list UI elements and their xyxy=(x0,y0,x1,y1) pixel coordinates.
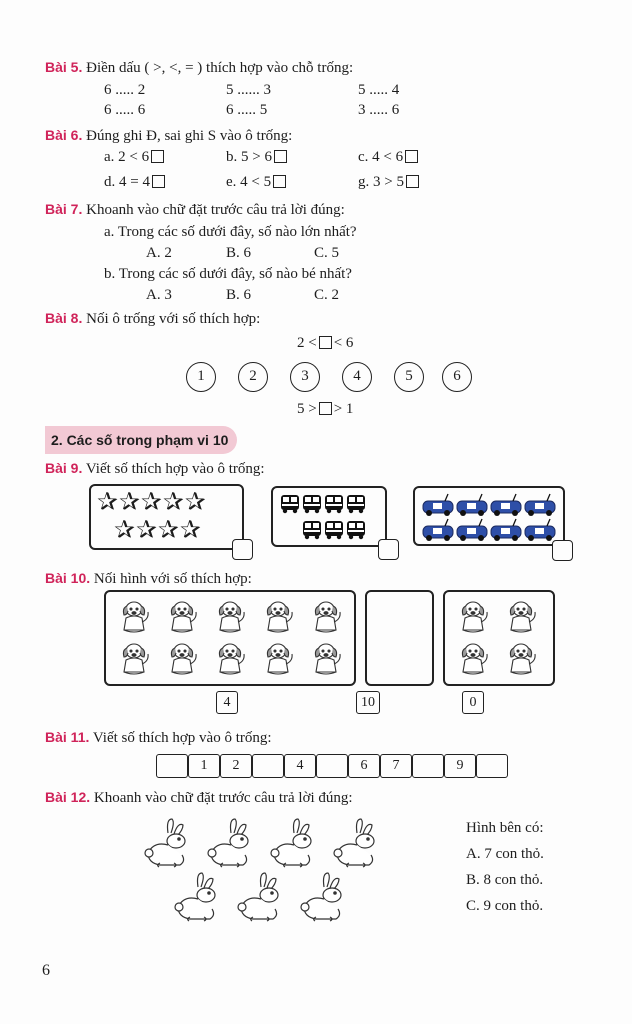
truefalse-text: e. 4 < 5 xyxy=(226,174,272,190)
sequence-cell[interactable]: 9 xyxy=(444,754,476,778)
exercise-10-heading xyxy=(45,570,252,588)
number-circle[interactable]: 3 xyxy=(290,362,320,392)
dog-icon xyxy=(219,602,244,632)
rabbit-prompt: Hình bên có: xyxy=(466,820,544,836)
star-row: ✰✰✰✰✰ xyxy=(97,487,207,516)
dogs-frame-large[interactable] xyxy=(104,590,356,686)
number-sequence xyxy=(156,754,508,778)
truefalse-item xyxy=(358,174,419,191)
question-b: b. Trong các số dưới đây, số nào bé nhất? xyxy=(104,266,352,282)
exercise-11-instruction: Viết số thích hợp vào ô trống: xyxy=(92,730,272,746)
number-circle[interactable]: 5 xyxy=(394,362,424,392)
exercise-10-label: Bài 10. xyxy=(45,570,91,586)
answer-box[interactable] xyxy=(152,175,165,188)
truefalse-text: a. 2 < 6 xyxy=(104,149,150,165)
truefalse-item xyxy=(104,174,165,191)
compare-item[interactable]: 6 ..... 2 xyxy=(104,82,146,98)
choice-option[interactable]: B. 8 con thỏ. xyxy=(466,872,544,888)
vehicle-icon xyxy=(423,519,453,541)
choice-option[interactable]: C. 5 xyxy=(314,245,340,261)
bus-icons xyxy=(273,488,389,549)
empty-frame[interactable] xyxy=(365,590,434,686)
inequality-left: 2 < xyxy=(297,335,317,351)
compare-item[interactable]: 5 ..... 4 xyxy=(358,82,400,98)
bus-icon xyxy=(325,521,343,539)
answer-box[interactable] xyxy=(406,175,419,188)
dog-icon xyxy=(510,644,535,674)
rabbit-icon xyxy=(238,873,278,921)
compare-item[interactable]: 6 ..... 6 xyxy=(104,102,146,118)
vehicle-icon xyxy=(423,494,453,516)
inequality-blank[interactable] xyxy=(319,336,332,349)
exercise-9-label: Bài 9. xyxy=(45,460,83,476)
choice-option[interactable]: B. 6 xyxy=(226,287,252,303)
rabbit-icons xyxy=(140,815,440,935)
dog-icon xyxy=(123,602,148,632)
dogs-frame-small[interactable] xyxy=(443,590,555,686)
star-row: ✰✰✰✰ xyxy=(114,515,202,544)
choice-option[interactable]: A. 7 con thỏ. xyxy=(466,846,544,862)
number-circle[interactable]: 2 xyxy=(238,362,268,392)
exercise-7-instruction: Khoanh vào chữ đặt trước câu trả lời đúng: xyxy=(86,202,345,218)
number-box[interactable]: 0 xyxy=(462,691,484,714)
inequality-right: > 1 xyxy=(333,401,354,417)
dog-icon xyxy=(171,644,196,674)
number-circle[interactable]: 6 xyxy=(442,362,472,392)
sequence-cell[interactable] xyxy=(316,754,348,778)
rabbit-icon xyxy=(175,873,215,921)
vehicle-icon xyxy=(457,494,487,516)
dog-icon xyxy=(219,644,244,674)
stars-frame xyxy=(89,484,244,550)
rabbit-icon xyxy=(145,819,185,867)
inequality-left: 5 > xyxy=(297,401,317,417)
dog-icon xyxy=(462,602,487,632)
sequence-cell[interactable]: 2 xyxy=(220,754,252,778)
exercise-12-instruction: Khoanh vào chữ đặt trước câu trả lời đúng: xyxy=(93,790,353,806)
question-a: a. Trong các số dưới đây, số nào lớn nhất? xyxy=(104,224,357,240)
count-answer-box[interactable] xyxy=(232,539,253,560)
sequence-cell[interactable]: 6 xyxy=(348,754,380,778)
dog-icon xyxy=(123,644,148,674)
vehicle-icon xyxy=(525,494,555,516)
vehicle-icon xyxy=(525,519,555,541)
exercise-6-label: Bài 6. xyxy=(45,127,83,143)
dog-icons xyxy=(106,592,358,688)
bus-icon xyxy=(281,495,299,513)
exercise-10-instruction: Nối hình với số thích hợp: xyxy=(93,571,252,587)
number-box[interactable]: 10 xyxy=(356,691,380,714)
exercise-12-label: Bài 12. xyxy=(45,789,91,805)
choice-option[interactable]: A. 3 xyxy=(146,287,172,303)
dog-icon xyxy=(171,602,196,632)
compare-item[interactable]: 5 ...... 3 xyxy=(226,82,271,98)
rabbit-icon xyxy=(271,819,311,867)
truefalse-text: d. 4 = 4 xyxy=(104,174,150,190)
exercise-11-label: Bài 11. xyxy=(45,729,90,745)
sequence-cell[interactable]: 7 xyxy=(380,754,412,778)
choice-option[interactable]: C. 2 xyxy=(314,287,340,303)
number-box[interactable]: 4 xyxy=(216,691,238,714)
truefalse-text: b. 5 > 6 xyxy=(226,149,272,165)
vehicle-icon xyxy=(491,494,521,516)
bus-icon xyxy=(347,521,365,539)
truefalse-item xyxy=(104,149,164,166)
count-answer-box[interactable] xyxy=(378,539,399,560)
exercise-11-heading xyxy=(45,729,272,747)
sequence-cell[interactable]: 1 xyxy=(188,754,220,778)
inequality-right: < 6 xyxy=(333,335,354,351)
bus-icon xyxy=(303,495,321,513)
exercise-6-instruction: Đúng ghi Đ, sai ghi S vào ô trống: xyxy=(86,128,293,144)
count-answer-box[interactable] xyxy=(552,540,573,561)
exercise-5-heading xyxy=(45,59,353,77)
choice-option[interactable]: C. 9 con thỏ. xyxy=(466,898,544,914)
rabbit-icon xyxy=(208,819,248,867)
sequence-cell[interactable] xyxy=(476,754,508,778)
dog-icon xyxy=(267,644,292,674)
inequality-top xyxy=(297,335,353,352)
dog-icon xyxy=(315,644,340,674)
number-circle[interactable]: 4 xyxy=(342,362,372,392)
sequence-cell[interactable] xyxy=(412,754,444,778)
truefalse-item xyxy=(226,174,286,191)
exercise-8-instruction: Nối ô trống với số thích hợp: xyxy=(86,311,261,327)
dog-icon xyxy=(315,602,340,632)
dog-icon xyxy=(462,644,487,674)
answer-box[interactable] xyxy=(274,150,287,163)
rabbit-icon xyxy=(301,873,341,921)
answer-box[interactable] xyxy=(405,150,418,163)
exercise-5-instruction: Điền dấu ( >, <, = ) thích hợp vào chỗ trống: xyxy=(86,60,354,76)
exercise-7-label: Bài 7. xyxy=(45,201,83,217)
truefalse-text: g. 3 > 5 xyxy=(358,174,404,190)
exercise-12-heading xyxy=(45,789,353,807)
bus-icon xyxy=(325,495,343,513)
vehicle-icon xyxy=(491,519,521,541)
tractor-icons xyxy=(415,488,567,548)
truefalse-text: c. 4 < 6 xyxy=(358,149,404,165)
compare-item[interactable]: 6 ..... 5 xyxy=(226,102,268,118)
compare-item[interactable]: 3 ..... 6 xyxy=(358,102,400,118)
bus-icon xyxy=(347,495,365,513)
inequality-bottom xyxy=(297,401,353,418)
exercise-6-heading xyxy=(45,127,292,145)
dog-icon xyxy=(267,602,292,632)
vehicle-icon xyxy=(457,519,487,541)
exercise-9-instruction: Viết số thích hợp vào ô trống: xyxy=(85,461,265,477)
sequence-cell[interactable] xyxy=(252,754,284,778)
section-title: 2. Các số trong phạm vi 10 xyxy=(45,426,237,454)
exercise-7-heading xyxy=(45,201,345,219)
answer-box[interactable] xyxy=(151,150,164,163)
inequality-blank[interactable] xyxy=(319,402,332,415)
sequence-cell[interactable] xyxy=(156,754,188,778)
dog-icon xyxy=(510,602,535,632)
answer-box[interactable] xyxy=(273,175,286,188)
page-number: 6 xyxy=(42,962,50,979)
choice-option[interactable]: B. 6 xyxy=(226,245,252,261)
exercise-8-heading xyxy=(45,310,260,328)
number-circle[interactable]: 1 xyxy=(186,362,216,392)
truefalse-item xyxy=(226,149,287,166)
truefalse-item xyxy=(358,149,418,166)
exercise-8-label: Bài 8. xyxy=(45,310,83,326)
exercise-9-heading xyxy=(45,460,265,478)
dog-icons xyxy=(445,592,557,688)
bus-icon xyxy=(303,521,321,539)
buses-frame xyxy=(271,486,387,547)
choice-option[interactable]: A. 2 xyxy=(146,245,172,261)
rabbit-icon xyxy=(334,819,374,867)
sequence-cell[interactable]: 4 xyxy=(284,754,316,778)
vehicles-frame xyxy=(413,486,565,546)
exercise-5-label: Bài 5. xyxy=(45,59,83,75)
